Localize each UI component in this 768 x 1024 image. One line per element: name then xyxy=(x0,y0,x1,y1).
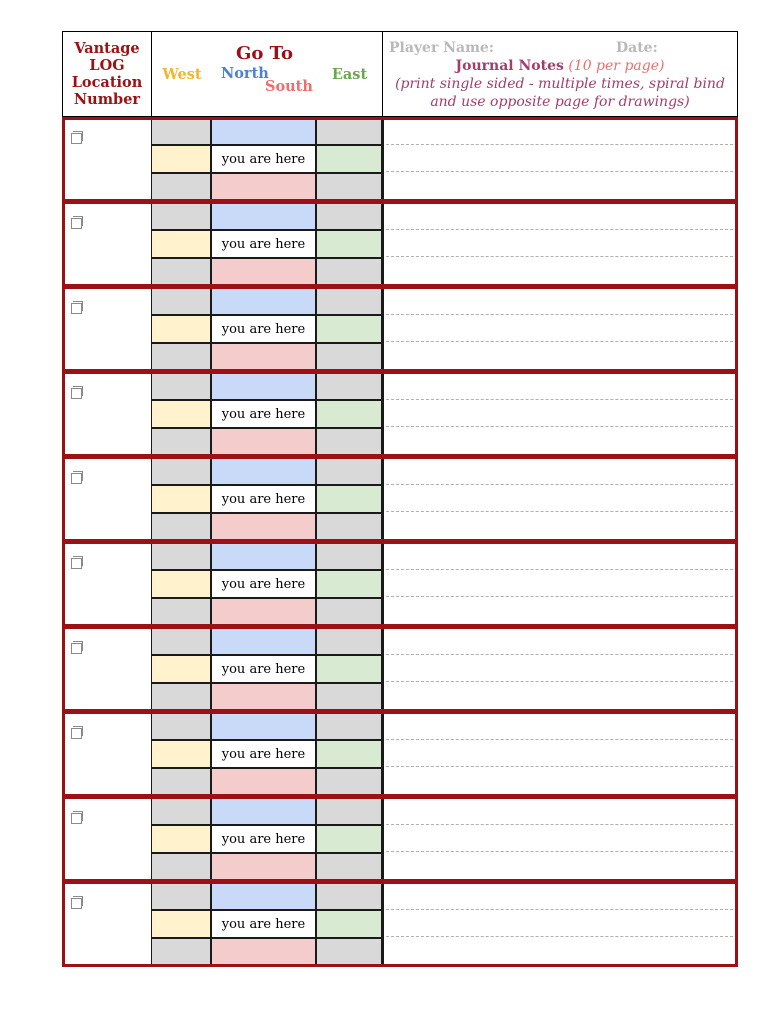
north-cell[interactable] xyxy=(211,457,316,485)
east-cell-top[interactable] xyxy=(316,712,382,740)
checkbox-icon[interactable] xyxy=(71,131,84,144)
log-entry xyxy=(62,797,738,882)
checkbox-icon[interactable] xyxy=(71,386,84,399)
west-cell-bottom[interactable] xyxy=(151,938,211,966)
you-are-here-cell: you are here xyxy=(211,145,316,173)
journal-notes-area[interactable] xyxy=(382,542,738,627)
you-are-here-cell: you are here xyxy=(211,315,316,343)
log-entry xyxy=(62,372,738,457)
north-label: North xyxy=(221,65,269,82)
journal-notes-area[interactable] xyxy=(382,117,738,202)
east-cell[interactable] xyxy=(316,485,382,513)
north-cell[interactable] xyxy=(211,372,316,400)
west-cell-bottom[interactable] xyxy=(151,683,211,711)
log-entry xyxy=(62,117,738,202)
note-line xyxy=(386,229,738,230)
east-cell-top[interactable] xyxy=(316,372,382,400)
journal-notes-area[interactable] xyxy=(382,797,738,882)
note-line xyxy=(386,484,738,485)
note-line xyxy=(386,511,738,512)
journal-per-page: (10 per page) xyxy=(568,58,665,74)
log-entry xyxy=(62,202,738,287)
vantage-log-header: Vantage LOG Location Number xyxy=(63,32,152,116)
east-cell-top[interactable] xyxy=(316,797,382,825)
east-cell[interactable] xyxy=(316,230,382,258)
west-cell[interactable] xyxy=(151,910,211,938)
south-cell[interactable] xyxy=(211,513,316,541)
south-cell[interactable] xyxy=(211,598,316,626)
east-cell-top[interactable] xyxy=(316,542,382,570)
note-line xyxy=(386,256,738,257)
journal-notes-title xyxy=(383,58,737,74)
south-cell[interactable] xyxy=(211,173,316,201)
west-cell-top[interactable] xyxy=(151,542,211,570)
west-cell[interactable] xyxy=(151,145,211,173)
south-cell[interactable] xyxy=(211,938,316,966)
checkbox-icon[interactable] xyxy=(71,641,84,654)
east-cell[interactable] xyxy=(316,910,382,938)
north-cell[interactable] xyxy=(211,797,316,825)
header-row xyxy=(62,31,738,117)
log-entry xyxy=(62,542,738,627)
east-cell[interactable] xyxy=(316,400,382,428)
east-cell-bottom[interactable] xyxy=(316,598,382,626)
west-cell-top[interactable] xyxy=(151,627,211,655)
west-cell-bottom[interactable] xyxy=(151,343,211,371)
east-cell-bottom[interactable] xyxy=(316,683,382,711)
north-cell[interactable] xyxy=(211,117,316,145)
west-cell-bottom[interactable] xyxy=(151,173,211,201)
west-cell-bottom[interactable] xyxy=(151,513,211,541)
note-line xyxy=(386,144,738,145)
south-label: South xyxy=(265,78,313,95)
east-cell[interactable] xyxy=(316,655,382,683)
east-header: East xyxy=(317,32,383,116)
entry-list xyxy=(62,117,738,967)
south-cell[interactable] xyxy=(211,768,316,796)
west-cell-bottom[interactable] xyxy=(151,768,211,796)
east-cell-top[interactable] xyxy=(316,287,382,315)
east-cell-top[interactable] xyxy=(316,627,382,655)
note-line xyxy=(386,569,738,570)
east-cell-bottom[interactable] xyxy=(316,768,382,796)
west-cell-top[interactable] xyxy=(151,287,211,315)
note-line xyxy=(386,596,738,597)
journal-notes-area[interactable] xyxy=(382,627,738,712)
you-are-here-cell: you are here xyxy=(211,910,316,938)
note-line xyxy=(386,909,738,910)
journal-notes-header xyxy=(383,32,737,116)
east-cell[interactable] xyxy=(316,740,382,768)
north-cell[interactable] xyxy=(211,202,316,230)
east-cell-top[interactable] xyxy=(316,202,382,230)
checkbox-icon[interactable] xyxy=(71,301,84,314)
journal-notes-area[interactable] xyxy=(382,457,738,542)
south-cell[interactable] xyxy=(211,258,316,286)
log-entry xyxy=(62,287,738,372)
west-cell-top[interactable] xyxy=(151,797,211,825)
south-cell[interactable] xyxy=(211,683,316,711)
you-are-here-cell: you are here xyxy=(211,230,316,258)
east-cell-top[interactable] xyxy=(316,117,382,145)
west-cell-bottom[interactable] xyxy=(151,598,211,626)
checkbox-icon[interactable] xyxy=(71,896,84,909)
east-cell[interactable] xyxy=(316,570,382,598)
log-entry xyxy=(62,457,738,542)
west-cell[interactable] xyxy=(151,740,211,768)
west-cell[interactable] xyxy=(151,400,211,428)
north-cell[interactable] xyxy=(211,542,316,570)
you-are-here-cell: you are here xyxy=(211,570,316,598)
west-cell-top[interactable] xyxy=(151,457,211,485)
east-cell-top[interactable] xyxy=(316,882,382,910)
east-cell[interactable] xyxy=(316,825,382,853)
note-line xyxy=(386,739,738,740)
journal-notes-area[interactable] xyxy=(382,287,738,372)
north-cell[interactable] xyxy=(211,712,316,740)
west-cell-bottom[interactable] xyxy=(151,258,211,286)
east-cell-bottom[interactable] xyxy=(316,938,382,966)
west-cell-top[interactable] xyxy=(151,372,211,400)
journal-notes-area[interactable] xyxy=(382,372,738,457)
north-cell[interactable] xyxy=(211,627,316,655)
east-cell-bottom[interactable] xyxy=(316,428,382,456)
note-line xyxy=(386,399,738,400)
checkbox-icon[interactable] xyxy=(71,556,84,569)
west-cell[interactable] xyxy=(151,570,211,598)
west-cell-top[interactable] xyxy=(151,712,211,740)
log-entry xyxy=(62,882,738,967)
you-are-here-cell: you are here xyxy=(211,740,316,768)
you-are-here-cell: you are here xyxy=(211,400,316,428)
checkbox-icon[interactable] xyxy=(71,216,84,229)
north-cell[interactable] xyxy=(211,882,316,910)
west-cell-top[interactable] xyxy=(151,202,211,230)
west-cell[interactable] xyxy=(151,315,211,343)
west-cell-top[interactable] xyxy=(151,882,211,910)
east-cell-bottom[interactable] xyxy=(316,258,382,286)
east-cell[interactable] xyxy=(316,145,382,173)
checkbox-icon[interactable] xyxy=(71,726,84,739)
you-are-here-cell: you are here xyxy=(211,655,316,683)
east-cell-bottom[interactable] xyxy=(316,513,382,541)
note-line xyxy=(386,426,738,427)
note-line xyxy=(386,171,738,172)
goto-header xyxy=(212,32,317,116)
journal-title: Journal Notes xyxy=(455,58,564,74)
west-cell-top[interactable] xyxy=(151,117,211,145)
journal-notes-area[interactable] xyxy=(382,202,738,287)
note-line xyxy=(386,654,738,655)
east-cell-bottom[interactable] xyxy=(316,853,382,881)
log-entry xyxy=(62,712,738,797)
west-cell[interactable] xyxy=(151,825,211,853)
note-line xyxy=(386,824,738,825)
east-cell-top[interactable] xyxy=(316,457,382,485)
note-line xyxy=(386,341,738,342)
note-line xyxy=(386,681,738,682)
west-cell[interactable] xyxy=(151,655,211,683)
player-name-label: Player Name: xyxy=(389,40,494,56)
north-cell[interactable] xyxy=(211,287,316,315)
south-cell[interactable] xyxy=(211,428,316,456)
note-line xyxy=(386,851,738,852)
journal-notes-area[interactable] xyxy=(382,882,738,967)
goto-label: Go To xyxy=(236,43,293,64)
west-cell-bottom[interactable] xyxy=(151,428,211,456)
note-line xyxy=(386,314,738,315)
west-cell[interactable] xyxy=(151,230,211,258)
journal-notes-area[interactable] xyxy=(382,712,738,797)
west-cell[interactable] xyxy=(151,485,211,513)
south-cell[interactable] xyxy=(211,343,316,371)
log-sheet xyxy=(62,31,738,967)
log-entry xyxy=(62,627,738,712)
east-cell[interactable] xyxy=(316,315,382,343)
west-header: West xyxy=(162,65,202,83)
note-line xyxy=(386,936,738,937)
note-line xyxy=(386,766,738,767)
west-cell-bottom[interactable] xyxy=(151,853,211,881)
east-cell-bottom[interactable] xyxy=(316,173,382,201)
you-are-here-cell: you are here xyxy=(211,825,316,853)
checkbox-icon[interactable] xyxy=(71,811,84,824)
date-label: Date: xyxy=(616,40,658,56)
print-instructions: (print single sided - multiple times, spiral bind and use opposite page for drawings) xyxy=(395,76,725,110)
east-cell-bottom[interactable] xyxy=(316,343,382,371)
south-cell[interactable] xyxy=(211,853,316,881)
checkbox-icon[interactable] xyxy=(71,471,84,484)
you-are-here-cell: you are here xyxy=(211,485,316,513)
